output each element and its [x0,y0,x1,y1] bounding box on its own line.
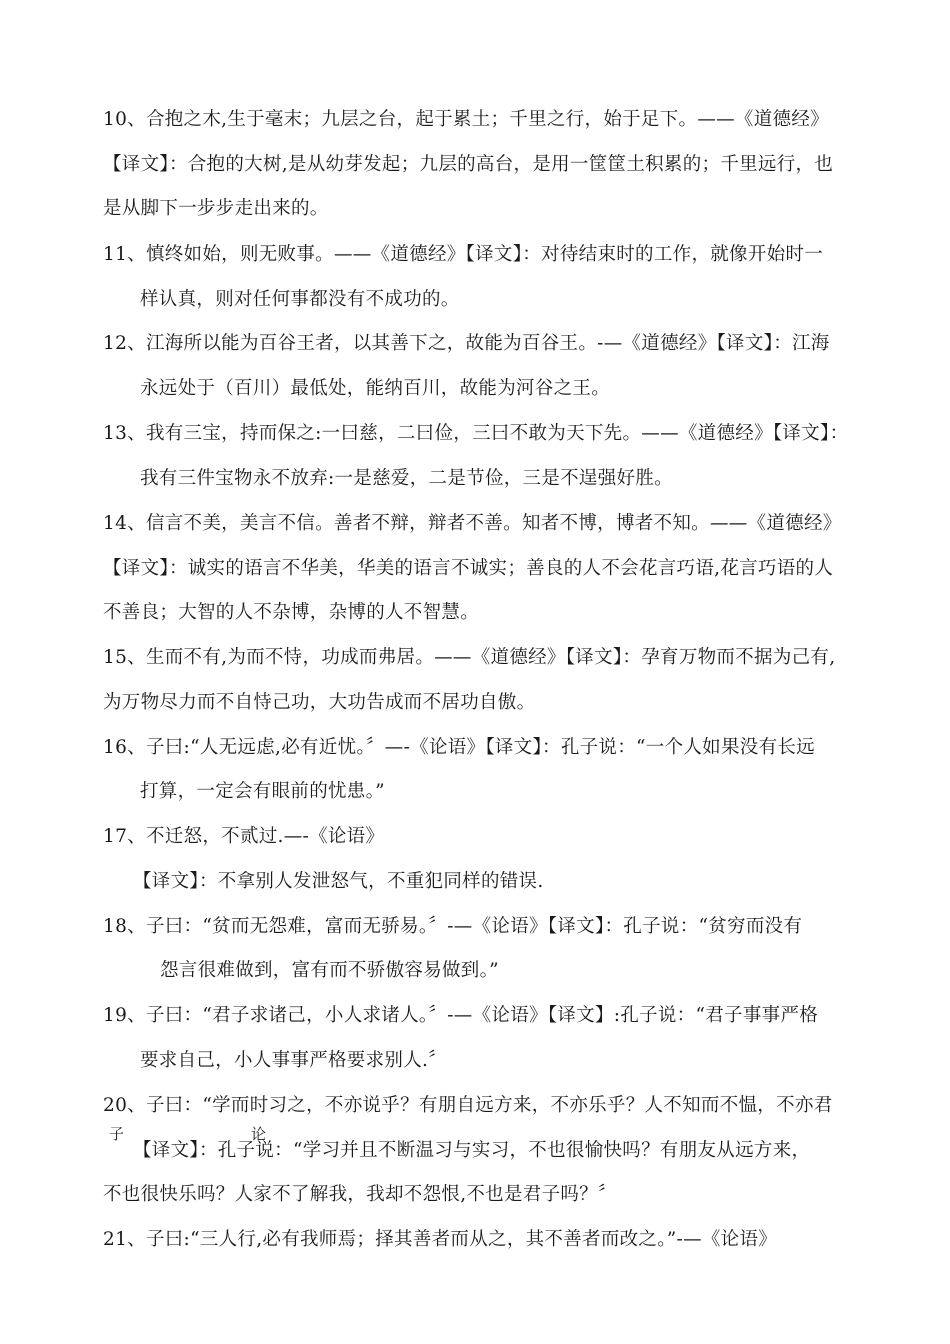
text-line: 永远处于（百川）最低处，能纳百川，故能为河谷之王。 [140,378,611,399]
text-line: 怨言很难做到，富有而不骄傲容易做到。” [160,960,499,981]
text-line: 打算，一定会有眼前的忧患。” [140,781,385,802]
text-line: 12、江海所以能为百谷王者，以其善下之，故能为百谷王。-—《道德经》【译文】：江海 [103,333,830,354]
text-line: 【译文】：孔子说：“学习并且不断温习与实习，不也很愉快吗？有朋友从远方来， [133,1140,811,1161]
text-line: 21、子曰:“三人行,必有我师焉；择其善者而从之，其不善者而改之。”-—《论语》 [103,1229,778,1250]
text-line: 14、信言不美，美言不信。善者不辩，辩者不善。知者不博，博者不知。——《道德经》 [103,513,842,534]
text-line: 【译文】：合抱的大树,是从幼芽发起；九层的高台，是用一筐筐土积累的；千里远行，也 [103,154,834,175]
text-line: 是从脚下一步步走出来的。 [103,198,329,219]
text-line: 15、生而不有,为而不恃，功成而弗居。——《道德经》【译文】：孕育万物而不据为己有, [103,647,836,668]
text-line: 我有三件宝物永不放弃:一是慈爱，二是节俭，三是不逞强好胜。 [140,468,673,489]
text-line: 要求自己，小人事事严格要求别人.〞 [140,1050,447,1071]
text-line: 13、我有三宝，持而保之:一曰慈，二曰俭，三曰不敢为天下先。——《道德经》【译文】： [103,423,849,444]
text-line: 16、子曰:“人无远虑,必有近忧。〞—-《论语》【译文】：孔子说：“一个人如果没有长远 [103,737,815,758]
text-line: 【译文】：不拿别人发泄怒气，不重犯同样的错误. [133,871,544,892]
text-line: 不也很快乐吗？人家不了解我，我却不怨恨,不也是君子吗？〞 [103,1184,617,1205]
text-line: 为万物尽力而不自恃己功，大功告成而不居功自傲。 [103,692,536,713]
text-line: 19、子曰：“君子求诸己，小人求诸人。〞-—《论语》【译文】:孔子说：“君子事事严格 [103,1005,819,1026]
text-line: 样认真，则对任何事都没有不成功的。 [140,289,460,310]
text-line: 【译文】：诚实的语言不华美，华美的语言不诚实；善良的人不会花言巧语,花言巧语的人 [103,558,834,579]
text-line: 18、子曰：“贫而无怨难，富而无骄易。〞-—《论语》【译文】：孔子说：“贫穷而没有 [103,916,803,937]
overlap-fragment: 子 [109,1125,125,1143]
text-line: 11、慎终如始，则无败事。——《道德经》【译文】：对待结束时的工作，就像开始时一 [103,244,824,265]
text-line: 10、合抱之木,生于毫末；九层之台，起于累土；千里之行，始于足下。——《道德经》 [103,109,829,130]
text-line: 17、不迁怒，不贰过.—-《论语》 [103,826,385,847]
overlap-fragment: 论 [251,1125,267,1143]
text-line: 不善良；大智的人不杂博，杂博的人不智慧。 [103,602,480,623]
text-line: 20、子曰：“学而时习之，不亦说乎？有朋自远方来，不亦乐乎？人不知而不愠，不亦君 [103,1095,833,1116]
